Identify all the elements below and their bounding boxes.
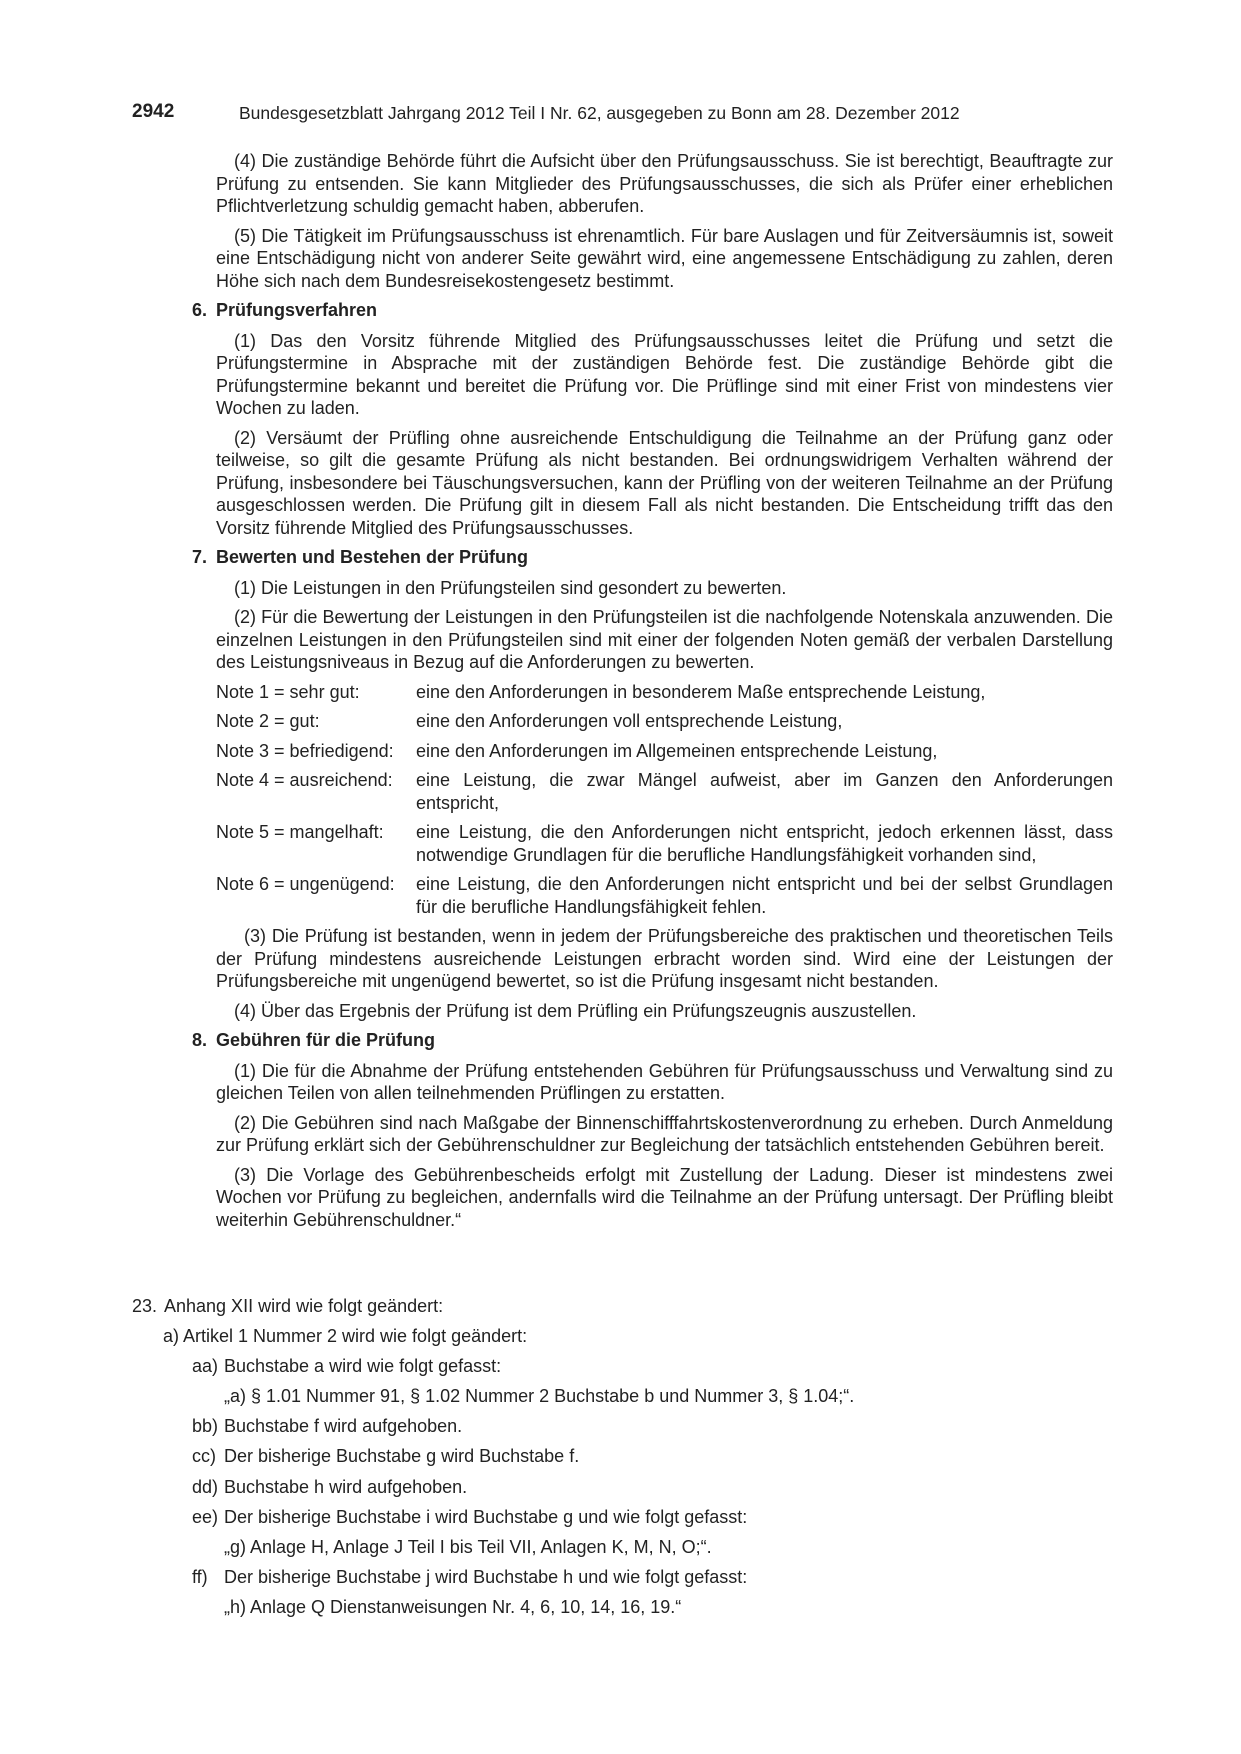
grade-row (216, 821, 1113, 866)
grade-row (216, 769, 1113, 814)
section-number: 8. (192, 1030, 208, 1050)
grade-label: Note 2 = gut: (216, 711, 320, 731)
item-text: Buchstabe a wird wie folgt gefasst: (224, 1356, 502, 1377)
item-letter: cc) (192, 1446, 216, 1467)
item-letter: ff) (192, 1566, 208, 1587)
paragraph: (1) Die für die Abnahme der Prüfung entstehenden Gebühren für Prüfungsausschuss und Verwaltung sind zu gleichen Teilen von allen teilnehmenden Prüflingen zu erstatten. (216, 1060, 1113, 1103)
section-heading (192, 1029, 1113, 1052)
grade-row (216, 873, 1113, 918)
section-title: Prüfungsverfahren (216, 300, 378, 320)
quoted-text: „a) § 1.01 Nummer 91, § 1.02 Nummer 2 Buchstabe b und Nummer 3, § 1.04;“. (224, 1386, 855, 1407)
item-text: Artikel 1 Nummer 2 wird wie folgt geändert: (183, 1326, 528, 1347)
paragraph: (1) Das den Vorsitz führende Mitglied des Prüfungsausschusses leitet die Prüfung und setzt die Prüfungstermine in Absprache mit der zuständigen Behörde fest. Die zuständige Behörde gibt die Prüfungstermine bekannt und bereitet die Prüfung vor. Die Prüflinge sind mit einer Frist von mindestens vier Wochen zu laden. (216, 330, 1113, 418)
item-text: Der bisherige Buchstabe i wird Buchstabe g und wie folgt gefasst: (224, 1506, 748, 1527)
list-item (132, 1355, 1112, 1378)
list-item (132, 1445, 1112, 1468)
grade-row (216, 681, 1113, 704)
grade-label: Note 4 = ausreichend: (216, 770, 393, 790)
list-item (132, 1415, 1112, 1438)
item-number: 23. (132, 1296, 158, 1316)
grade-label: Note 3 = befriedigend: (216, 740, 394, 761)
grade-label: Note 6 = ungenügend: (216, 874, 395, 894)
paragraph: (3) Die Vorlage des Gebührenbescheids erfolgt mit Zustellung der Ladung. Dieser ist mindestens zwei Wochen vor Prüfung zu begleichen, andernfalls wird die Teilnahme an der Prüfung untersagt. Der Prüfling bleibt weiterhin Gebührenschuldner.“ (216, 1164, 1113, 1230)
list-item (132, 1566, 1112, 1589)
quoted-text: „g) Anlage H, Anlage J Teil I bis Teil VII, Anlagen K, M, N, O;“. (224, 1536, 712, 1557)
grade-label: Note 5 = mangelhaft: (216, 822, 384, 842)
section-title: Bewerten und Bestehen der Prüfung (216, 547, 529, 567)
paragraph: (2) Versäumt der Prüfling ohne ausreichende Entschuldigung die Teilnahme an der Prüfung ganz oder teilweise, so gilt die gesamte Prüfung als nicht bestanden. Bei ordnungswidrigem Verhalten während der Prüfung, insbesondere bei Täuschungsversuchen, kann der Prüfling von der weiteren Teilnahme an der Prüfung ausgeschlossen werden. Die Prüfung gilt in diesem Fall als nicht bestanden. Die Entscheidung trifft das den Vorsitz führende Mitglied des Prüfungsausschusses. (216, 427, 1113, 538)
paragraph: (4) Die zuständige Behörde führt die Aufsicht über den Prüfungsausschuss. Sie ist berechtigt, Beauftragte zur Prüfung zu entsenden. Sie kann Mitglieder des Prüfungsausschusses, die sich als Prüfer einer erheblichen Pflichtverletzung schuldig gemacht haben, abberufen. (216, 151, 1113, 216)
main-text (192, 150, 1113, 1238)
section-title: Gebühren für die Prüfung (216, 1030, 435, 1050)
grade-row (216, 740, 1113, 763)
grade-description: eine den Anforderungen voll entsprechende Leistung, (416, 711, 843, 731)
paragraph: (2) Für die Bewertung der Leistungen in den Prüfungsteilen ist die nachfolgende Notenskala anzuwenden. Die einzelnen Leistungen in den Prüfungsteilen sind mit einer der folgenden Noten gemäß der verbalen Darstellung des Leistungsniveaus in Bezug auf die Anforderungen zu bewerten. (216, 607, 1113, 672)
item-text: Der bisherige Buchstabe j wird Buchstabe h und wie folgt gefasst: (224, 1566, 748, 1587)
item-letter: dd) (192, 1476, 219, 1497)
section-heading (192, 299, 1113, 322)
item-letter: ee) (192, 1506, 219, 1527)
paragraph: (4) Über das Ergebnis der Prüfung ist dem Prüfling ein Prüfungszeugnis auszustellen. (234, 1000, 917, 1021)
grade-description: eine den Anforderungen in besonderem Maße entsprechende Leistung, (416, 681, 986, 702)
paragraph: (3) Die Prüfung ist bestanden, wenn in jedem der Prüfungsbereiche des praktischen und theoretischen Teils der Prüfung mindestens ausreichende Leistungen erbracht worden sind. Wird eine der Leistungen der Prüfungsbereiche mit ungenügend bewertet, so ist die Prüfung insgesamt nicht bestanden. (216, 926, 1113, 991)
page-header (132, 101, 1112, 125)
item-text: Der bisherige Buchstabe g wird Buchstabe f. (224, 1446, 580, 1467)
grade-description: eine Leistung, die den Anforderungen nicht entspricht, jedoch erkennen lässt, dass notwendige Grundlagen für die berufliche Handlungsfähigkeit vorhanden sind, (416, 822, 1113, 865)
section-number: 7. (192, 547, 208, 567)
grade-row (216, 710, 1113, 733)
section-number: 6. (192, 300, 208, 320)
amendment-list (132, 1295, 1112, 1626)
list-item (132, 1325, 1112, 1348)
paragraph: (2) Die Gebühren sind nach Maßgabe der Binnenschifffahrtskostenverordnung zu erheben. Durch Anmeldung zur Prüfung erklärt sich der Gebührenschuldner zur Begleichung der tatsächlich entstehenden Gebühren bereit. (216, 1112, 1113, 1155)
list-item (132, 1476, 1112, 1499)
item-letter: bb) (192, 1416, 219, 1437)
list-item (132, 1506, 1112, 1529)
item-text: Anhang XII wird wie folgt geändert: (164, 1296, 444, 1316)
item-text: Buchstabe f wird aufgehoben. (224, 1416, 463, 1437)
page-number: 2942 (132, 101, 175, 122)
item-letter: aa) (192, 1356, 219, 1377)
running-title: Bundesgesetzblatt Jahrgang 2012 Teil I Nr. 62, ausgegeben zu Bonn am 28. Dezember 2012 (239, 103, 960, 123)
paragraph: (1) Die Leistungen in den Prüfungsteilen sind gesondert zu bewerten. (234, 577, 787, 598)
grade-description: eine Leistung, die zwar Mängel aufweist, aber im Ganzen den Anforderungen entspricht, (416, 770, 1113, 813)
paragraph: (5) Die Tätigkeit im Prüfungsausschuss ist ehrenamtlich. Für bare Auslagen und für Zeitversäumnis ist, soweit eine Entschädigung nicht von anderer Seite gewährt wird, eine angemessene Entschädigung zu zahlen, deren Höhe sich nach dem Bundesreisekostengesetz bestimmt. (216, 225, 1113, 291)
section-heading (192, 546, 1113, 569)
item-letter: a) (163, 1326, 180, 1347)
quoted-text: „h) Anlage Q Dienstanweisungen Nr. 4, 6, 10, 14, 16, 19.“ (224, 1596, 682, 1617)
item-text: Buchstabe h wird aufgehoben. (224, 1476, 468, 1497)
grade-description: eine den Anforderungen im Allgemeinen entsprechende Leistung, (416, 740, 938, 761)
grade-label: Note 1 = sehr gut: (216, 681, 360, 702)
list-item (132, 1295, 1112, 1318)
grade-description: eine Leistung, die den Anforderungen nicht entspricht und bei der selbst Grundlagen für die berufliche Handlungsfähigkeit fehlen. (416, 874, 1113, 917)
